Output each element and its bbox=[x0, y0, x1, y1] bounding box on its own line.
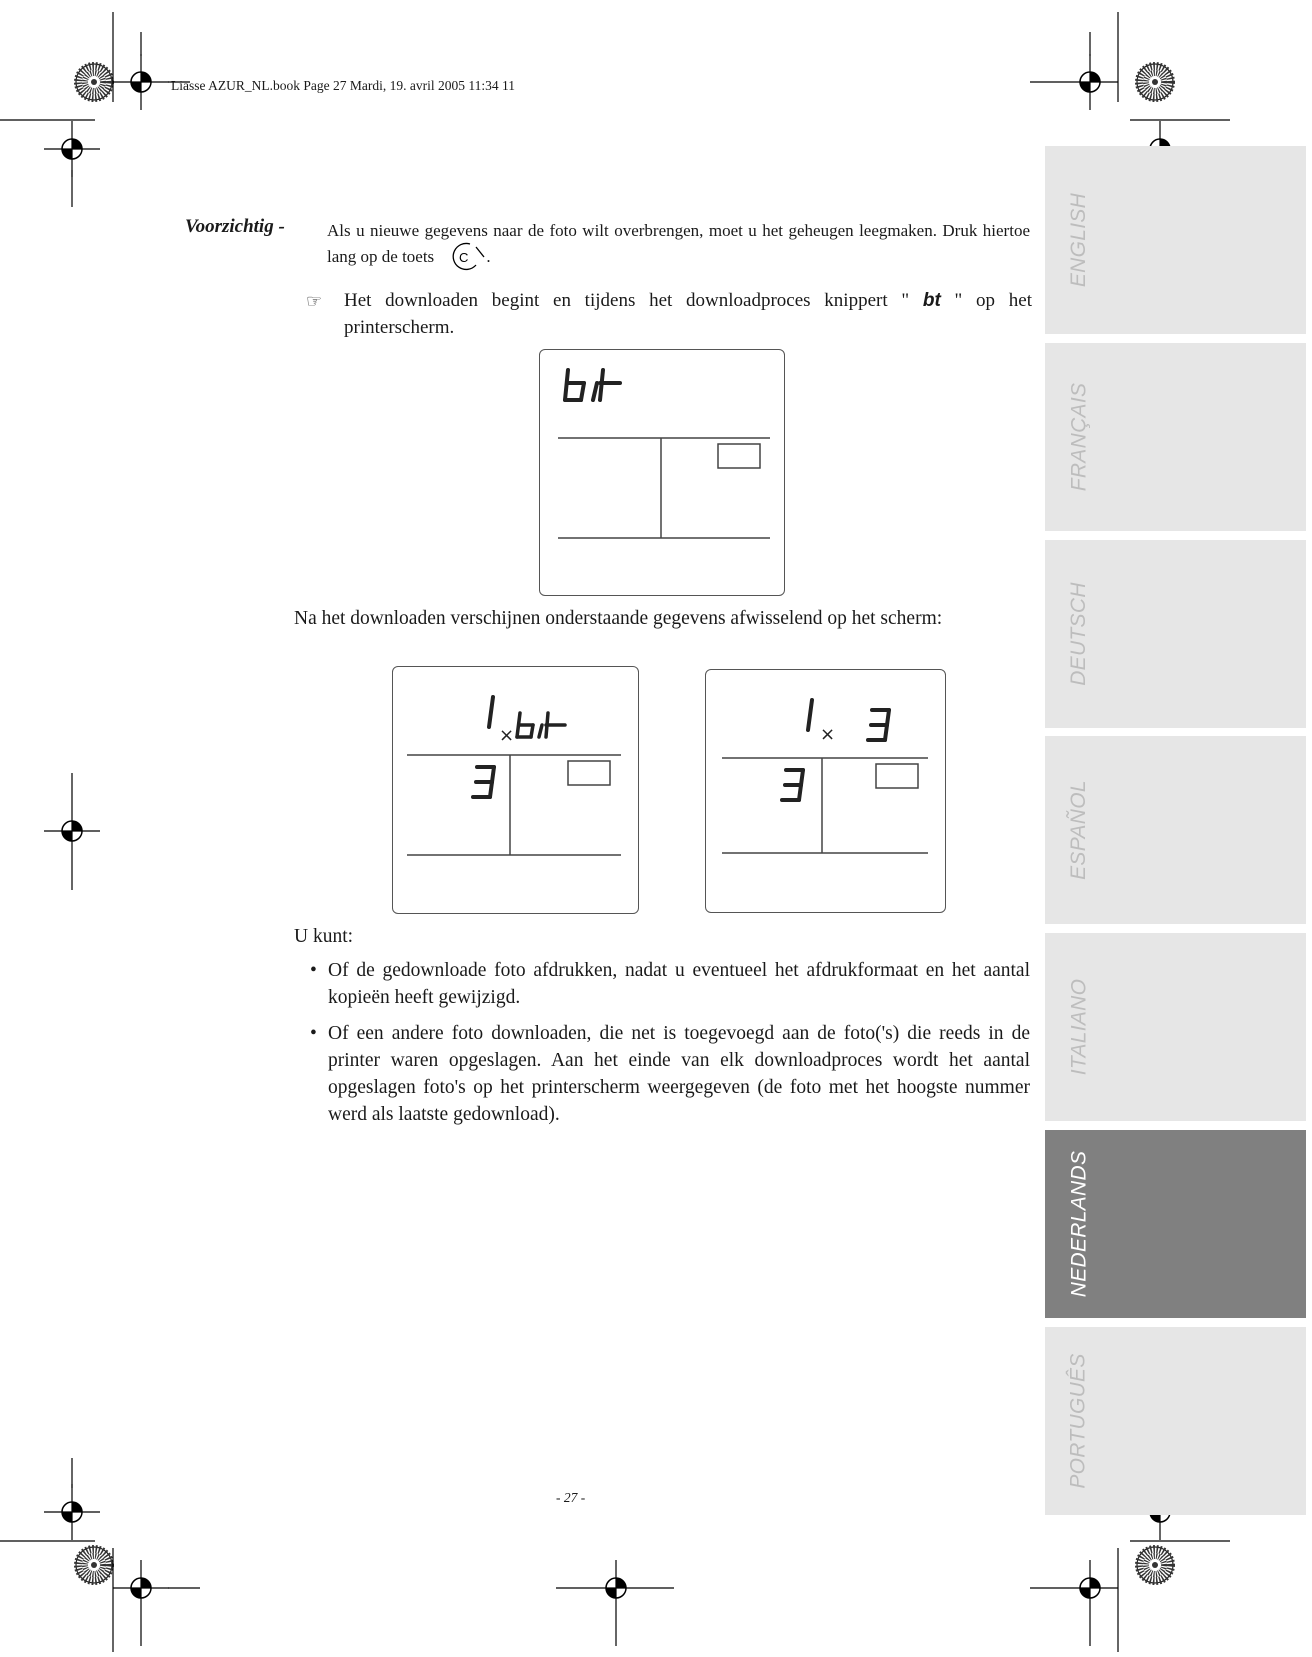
options-intro: U kunt: bbox=[294, 926, 354, 947]
step-text-after: " op het printerscherm. bbox=[344, 290, 1033, 338]
tab-label: FRANÇAIS bbox=[1067, 382, 1090, 492]
lcd-display-count-qty bbox=[705, 669, 946, 913]
tab-portugues[interactable] bbox=[1045, 1327, 1306, 1515]
c-key-icon bbox=[444, 241, 486, 271]
caution-body: Als u nieuwe gegevens naar de foto wilt overbrengen, moet u het geheugen leegmaken. Druk hiertoe lang op de toets bbox=[327, 221, 1030, 266]
print-header: Liasse AZUR_NL.book Page 27 Mardi, 19. avril 2005 11:34 11 bbox=[171, 78, 515, 93]
lcd-display-bt bbox=[539, 349, 785, 596]
lcd-display-count-bt bbox=[392, 666, 639, 914]
bullet-icon: • bbox=[310, 1023, 317, 1044]
tab-label: ESPAÑOL bbox=[1067, 780, 1090, 880]
tab-label: ENGLISH bbox=[1067, 192, 1091, 288]
page-number: - 27 - bbox=[556, 1490, 586, 1505]
caution-after: . bbox=[486, 247, 491, 266]
after-download-text: Na het downloaden verschijnen onderstaande gegevens afwisselend op het scherm: bbox=[294, 608, 943, 629]
list-item-text: Of de gedownloade foto afdrukken, nadat u eventueel het afdrukformaat en het aantal kopieën heeft gewijzigd. bbox=[328, 960, 1030, 1008]
list-item bbox=[310, 957, 1030, 1011]
tab-nederlands[interactable] bbox=[1045, 1130, 1306, 1318]
caution-text bbox=[327, 218, 1030, 271]
step-note bbox=[306, 287, 1032, 341]
bullet-icon: • bbox=[310, 960, 317, 981]
tab-label: NEDERLANDS bbox=[1067, 1150, 1091, 1298]
svg-text:×: × bbox=[499, 725, 515, 746]
pointing-hand-icon: ☞ bbox=[306, 291, 323, 312]
list-item-text: Of een andere foto downloaden, die net is toegevoegd aan de foto('s) die reeds in de printer waren opgeslagen. Aan het einde van elk downloadproces wordt het aantal opgeslagen foto's op het printerscherm weergegeven (de foto met het hoogste nummer werd als laatste gedownload). bbox=[328, 1023, 1030, 1125]
tab-label: ITALIANO bbox=[1067, 978, 1090, 1076]
caution-label: Voorzichtig - bbox=[185, 216, 285, 237]
tab-francais[interactable] bbox=[1045, 343, 1306, 531]
tab-deutsch[interactable] bbox=[1045, 540, 1306, 728]
c-key-label: C bbox=[459, 250, 469, 266]
list-item bbox=[310, 1020, 1030, 1128]
tab-label: PORTUGUÊS bbox=[1067, 1353, 1090, 1489]
tab-label: DEUTSCH bbox=[1067, 582, 1091, 686]
display-code: bt bbox=[922, 290, 941, 311]
tab-english[interactable] bbox=[1045, 146, 1306, 334]
step-text-before: Het downloaden begint en tijdens het downloadproces knippert " bbox=[344, 290, 923, 311]
tab-italiano[interactable] bbox=[1045, 933, 1306, 1121]
svg-text:×: × bbox=[820, 724, 836, 745]
tab-espanol[interactable] bbox=[1045, 736, 1306, 924]
segment-digits-bt bbox=[565, 370, 620, 400]
